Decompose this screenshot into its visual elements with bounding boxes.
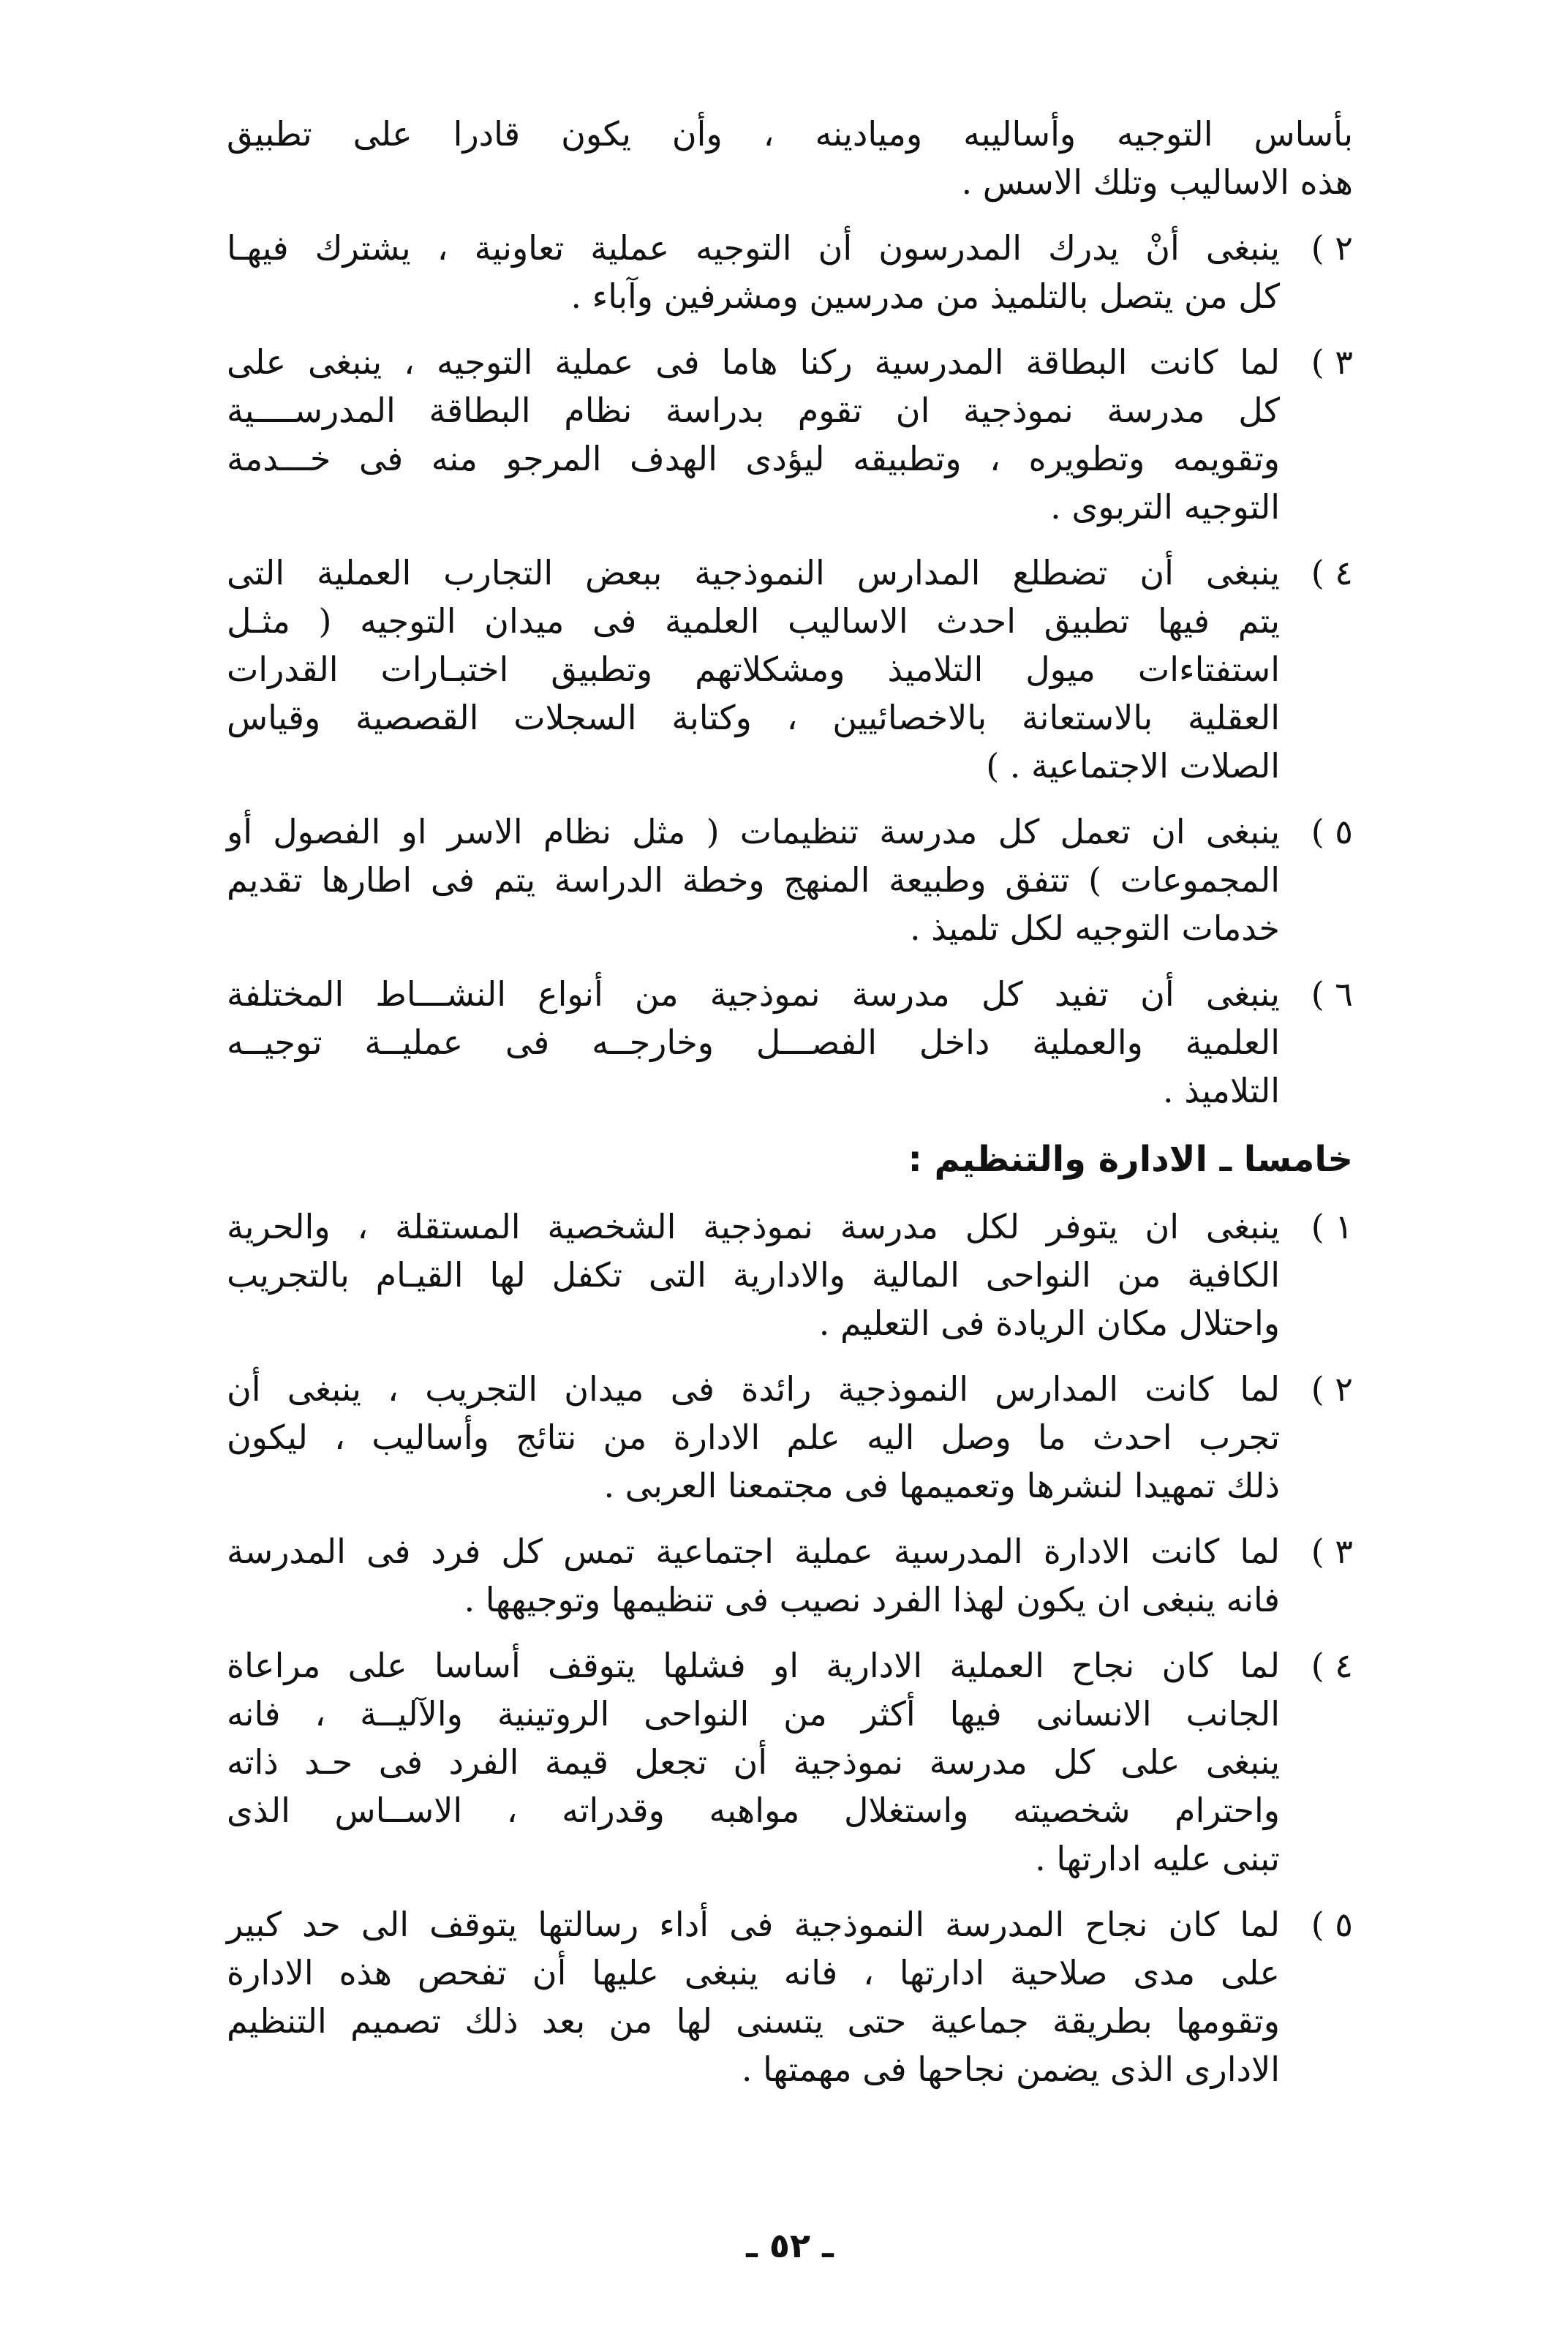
text-line: لما كان نجاح العملية الادارية او فشلها يتوقف أساسا على مراعاة: [227, 1646, 1280, 1685]
text-line: ينبغى أن تفيد كل مدرسة نموذجية من أنواع النشـــاط المختلفة: [227, 974, 1280, 1014]
item-number: ٢ ): [1311, 228, 1353, 268]
page-number: ـ ٥٢ ـ: [746, 2226, 834, 2265]
text-line: ينبغى على كل مدرسة نموذجية أن تجعل قيمة الفرد فى حـد ذاته: [227, 1742, 1280, 1782]
text-line: وتقومها بطريقة جماعية حتى يتسنى لها من بعد ذلك تصميم التنظيم: [227, 2001, 1280, 2041]
text-line: تبنى عليه ادارتها .: [1035, 1839, 1280, 1878]
text-line: الكافية من النواحى المالية والادارية التى تكفل لها القيـام بالتجريب: [227, 1255, 1280, 1295]
text-line: واحتلال مكان الريادة فى التعليم .: [818, 1303, 1280, 1343]
list-item: [227, 549, 1353, 790]
item-text: [227, 808, 1280, 952]
text-line: ينبغى ان يتوفر لكل مدرسة نموذجية الشخصية المستقلة ، والحرية: [227, 1207, 1280, 1246]
document-page: [227, 110, 1353, 2265]
text-line: ينبغى ان تعمل كل مدرسة تنظيمات ( مثل نظام الاسر او الفصول أو: [227, 812, 1280, 851]
text-line: كل من يتصل بالتلميذ من مدرسين ومشرفين وآباء .: [570, 276, 1280, 316]
item-number: ٤ ): [1311, 553, 1353, 592]
text-line: ينبغى أنْ يدرك المدرسون أن التوجيه عملية تعاونية ، يشترك فيهـا: [227, 228, 1280, 268]
list-item: [227, 338, 1353, 531]
text-line: الادارى الذى يضمن نجاحها فى مهمتها .: [741, 2049, 1280, 2089]
text-line: هذه الاساليب وتلك الاسس .: [961, 162, 1353, 202]
text-line: بأساس التوجيه وأساليبه وميادينه ، وأن يكون قادرا على تطبيق: [227, 114, 1353, 154]
text-line: المجموعات ) تتفق وطبيعة المنهج وخطة الدراسة يتم فى اطارها تقديم: [227, 860, 1280, 900]
section-heading: خامسا ـ الادارة والتنظيم :: [908, 1139, 1353, 1180]
text-line: على مدى صلاحية ادارتها ، فانه ينبغى عليها أن تفحص هذه الادارة: [227, 1953, 1280, 1992]
text-line: استفتاءات ميول التلاميذ ومشكلاتهم وتطبيق اختبـارات القدرات: [227, 650, 1280, 689]
text-line: لما كانت البطاقة المدرسية ركنا هاما فى عملية التوجيه ، ينبغى على: [227, 342, 1280, 382]
list-item: [227, 1900, 1353, 2093]
text-line: لما كانت المدارس النموذجية رائدة فى ميدان التجريب ، ينبغى أن: [227, 1369, 1280, 1409]
item-text: [227, 1365, 1280, 1510]
text-line: ينبغى أن تضطلع المدارس النموذجية ببعض التجارب العملية التى: [227, 553, 1280, 592]
text-line: واحترام شخصيته واستغلال مواهبه وقدراته ، الاســاس الذى: [227, 1791, 1280, 1830]
text-line: كل مدرسة نموذجية ان تقوم بدراسة نظام البطاقة المدرســــية: [227, 391, 1280, 430]
item-number: ٥ ): [1311, 1905, 1353, 1944]
item-number: ٦ ): [1311, 974, 1353, 1014]
list-item: [227, 970, 1353, 1115]
item-text: [227, 970, 1280, 1115]
item-number: ٥ ): [1311, 812, 1353, 851]
item-text: [227, 1202, 1280, 1347]
text-line: وتقويمه وتطويره ، وتطبيقه ليؤدى الهدف المرجو منه فى خـــدمة: [227, 439, 1280, 478]
list-item: [227, 1365, 1353, 1510]
text-line: فانه ينبغى ان يكون لهذا الفرد نصيب فى تنظيمها وتوجيهها .: [464, 1580, 1280, 1619]
item-text: [227, 1900, 1280, 2093]
item-text: [227, 338, 1280, 531]
text-line: لما كانت الادارة المدرسية عملية اجتماعية تمس كل فرد فى المدرسة: [227, 1532, 1280, 1571]
text-line: العقلية بالاستعانة بالاخصائيين ، وكتابة السجلات القصصية وقياس: [227, 698, 1280, 737]
text-line: يتم فيها تطبيق احدث الاساليب العلمية فى ميدان التوجيه ( مثـل: [227, 601, 1280, 641]
list-item: [227, 808, 1353, 952]
item-number: ٢ ): [1311, 1369, 1353, 1409]
text-line: الصلات الاجتماعية . ): [986, 746, 1280, 786]
item-text: [227, 1641, 1280, 1883]
item-number: ٣ ): [1311, 1532, 1353, 1571]
text-line: ذلك تمهيدا لنشرها وتعميمها فى مجتمعنا العربى .: [603, 1466, 1280, 1505]
intro-paragraph: [227, 110, 1353, 206]
list-item: [227, 1202, 1353, 1347]
text-line: العلمية والعملية داخل الفصـــل وخارجــه فى عمليــة توجيــه: [227, 1023, 1280, 1062]
text-line: خدمات التوجيه لكل تلميذ .: [910, 908, 1280, 948]
item-text: [227, 1527, 1280, 1624]
list-item: [227, 1527, 1353, 1624]
list-item: [227, 1641, 1353, 1883]
item-text: [227, 224, 1280, 320]
text-line: لما كان نجاح المدرسة النموذجية فى أداء رسالتها يتوقف الى حد كبير: [227, 1905, 1280, 1944]
item-number: ٤ ): [1311, 1646, 1353, 1685]
text-line: الجانب الانسانى فيها أكثر من النواحى الروتينية والآليــة ، فانه: [227, 1694, 1280, 1734]
item-number: ١ ): [1311, 1207, 1353, 1246]
list-item: [227, 224, 1353, 320]
text-line: التلاميذ .: [1162, 1071, 1280, 1110]
item-number: ٣ ): [1311, 342, 1353, 382]
text-line: تجرب احدث ما وصل اليه علم الادارة من نتائج وأساليب ، ليكون: [227, 1418, 1280, 1457]
item-text: [227, 549, 1280, 790]
text-line: التوجيه التربوى .: [1050, 487, 1280, 527]
